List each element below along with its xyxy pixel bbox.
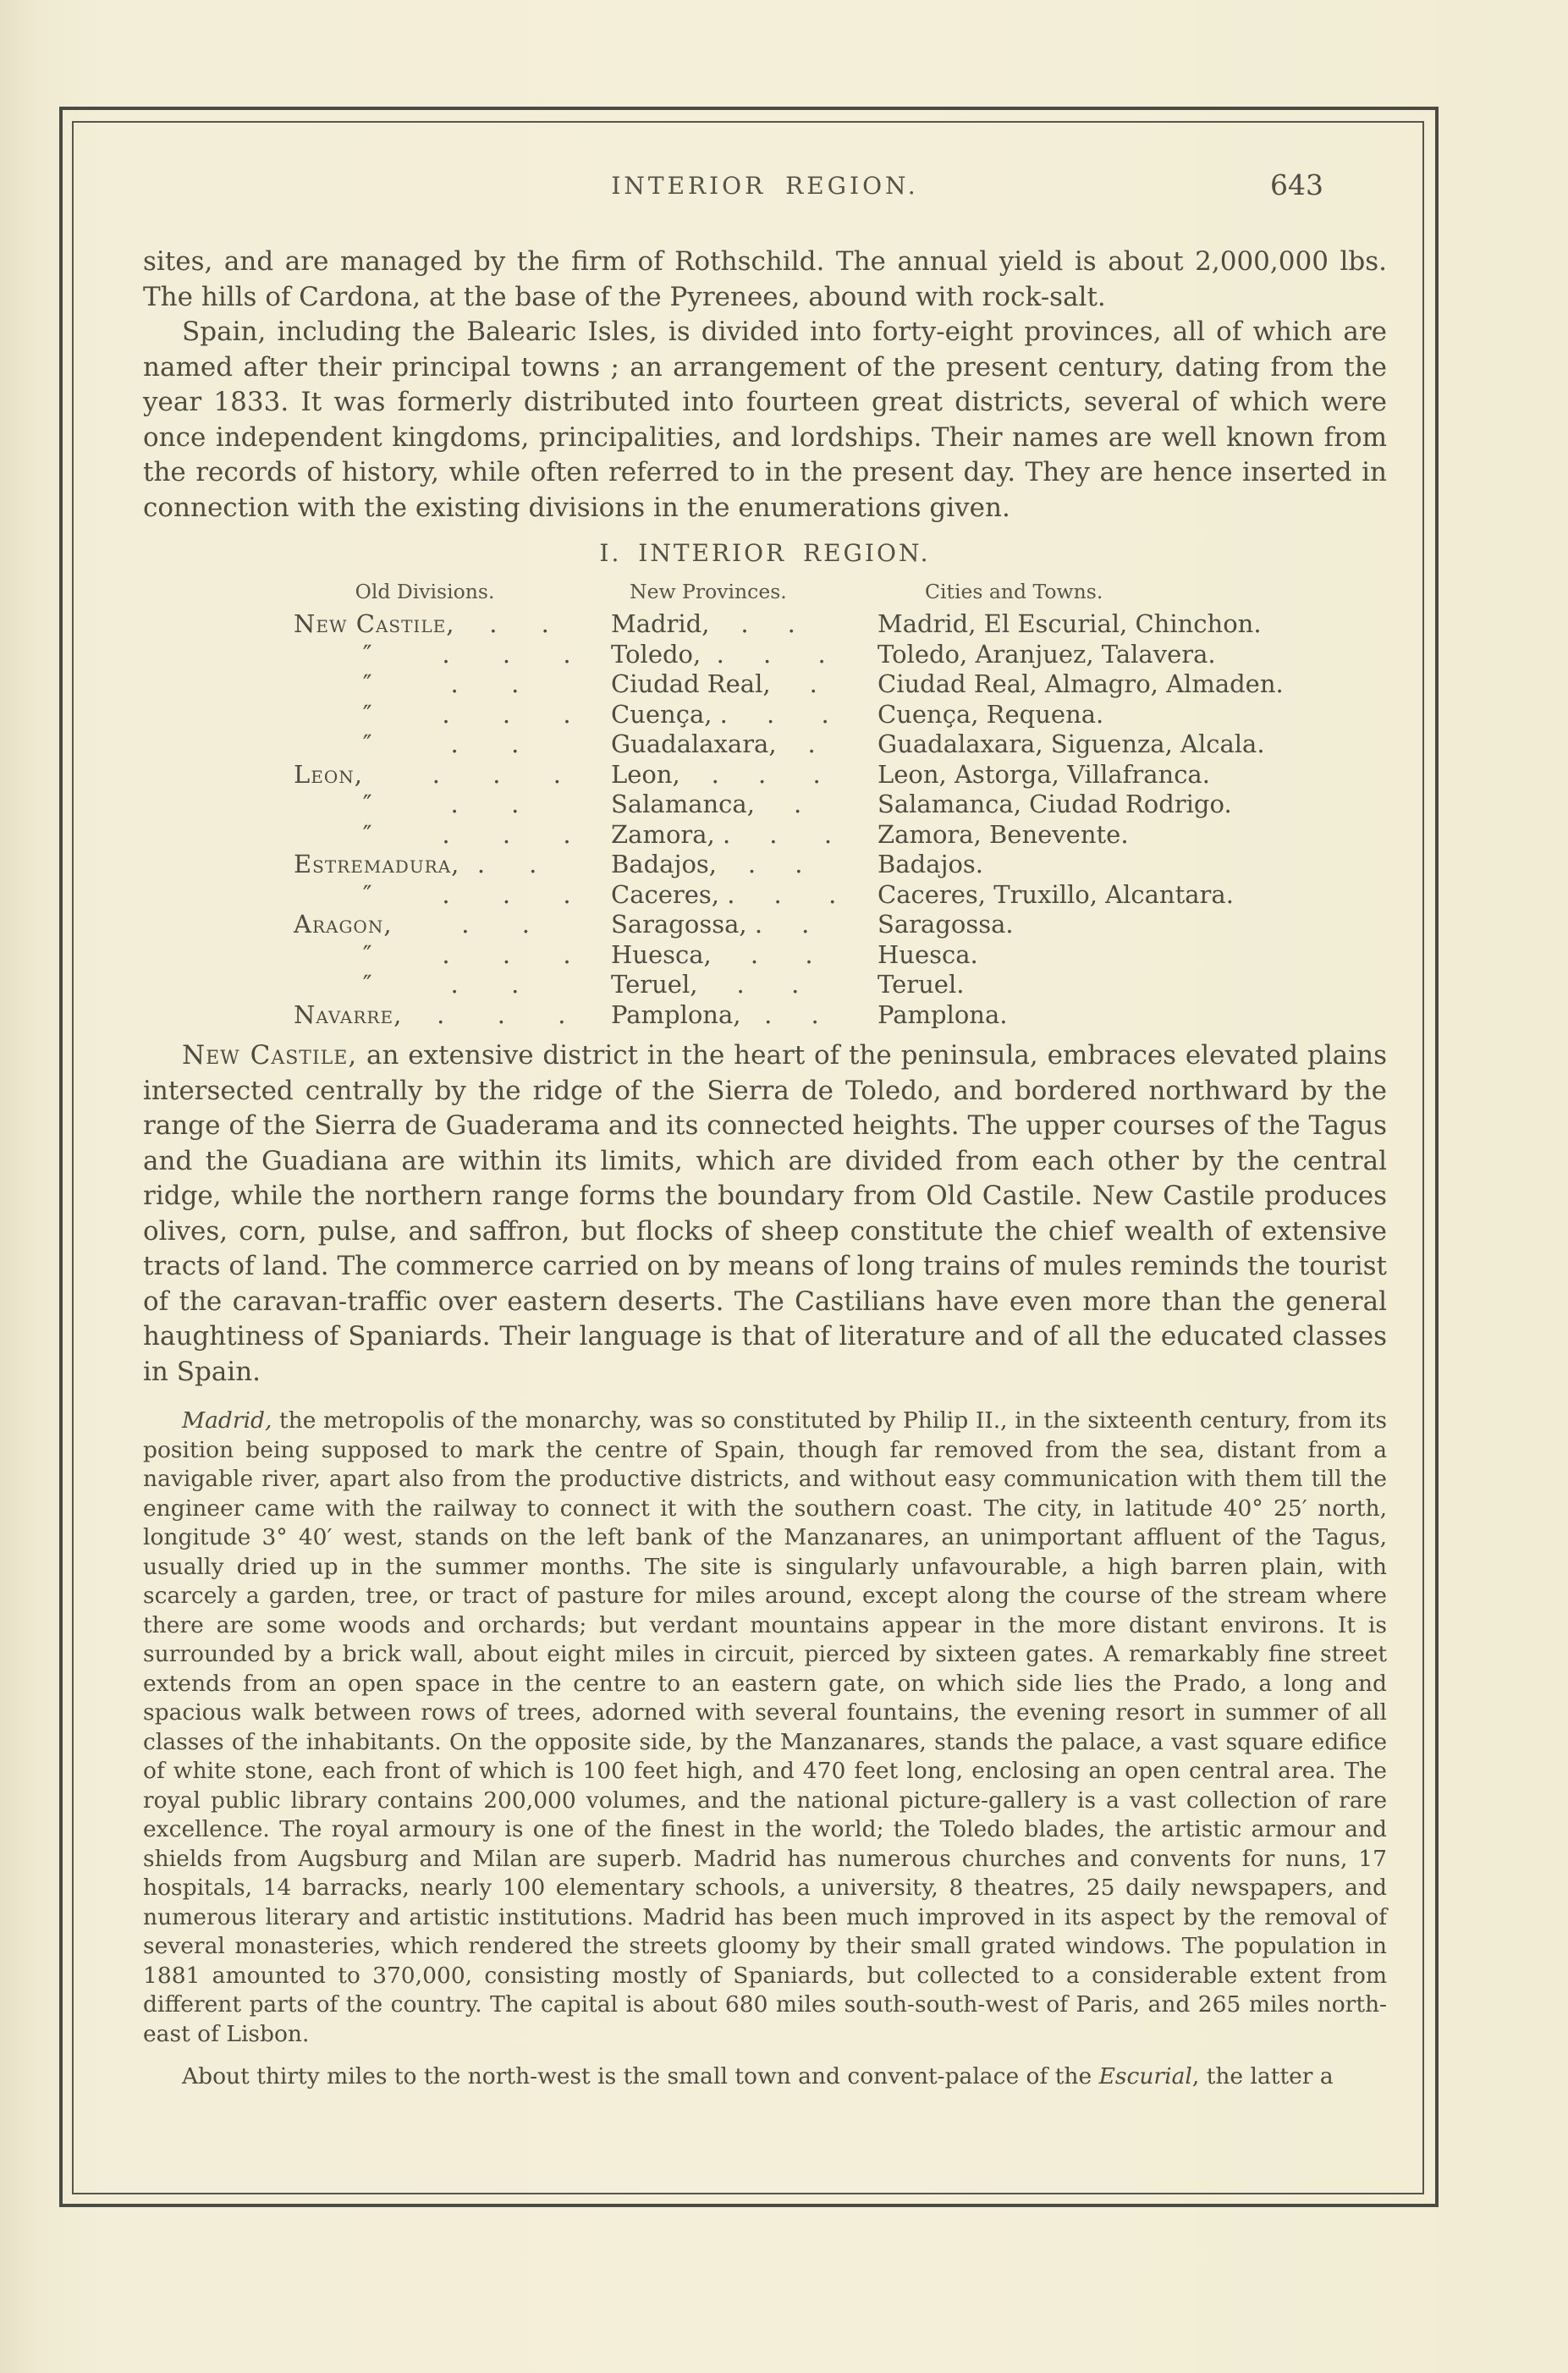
table-row <box>294 1000 1387 1031</box>
province-cell: Ciudad Real, . <box>611 669 817 698</box>
table-header-row <box>294 579 1387 604</box>
closing-italic: Escurial <box>1098 2063 1192 2089</box>
cities-cell: Badajos. <box>878 850 984 878</box>
paragraph-provinces: Spain, including the Balearic Isles, is divided into forty-eight provinces, all of which are named after their principal towns ; an arrangement of the present century, dating from the year 1833. It was formerly distributed into fourteen great districts, several of which were once independent kingdoms, principalities, and lordships. Their names are well known from the records of history, while often referred to in the present day. They are hence inserted in connection with the existing divisions in the enumerations given. <box>143 317 1387 523</box>
old-division-cell: ″ . . <box>294 790 520 818</box>
province-cell: Toledo, . . . <box>611 639 826 669</box>
table-row <box>294 609 1387 640</box>
running-head-title: INTERIOR REGION. <box>611 172 919 200</box>
table-row <box>294 760 1387 790</box>
province-cell: Saragossa, . . <box>611 910 810 939</box>
province-cell: Cuença, . . . <box>611 699 829 729</box>
cities-cell: Salamanca, Ciudad Rodrigo. <box>878 790 1232 818</box>
table-row <box>294 640 1387 670</box>
page-number: 643 <box>1270 168 1323 201</box>
running-head <box>143 168 1387 223</box>
table-row <box>294 910 1387 940</box>
cities-cell: Toledo, Aranjuez, Talavera. <box>878 639 1216 669</box>
closing-pre: About thirty miles to the north-west is the small town and convent-palace of the <box>182 2063 1099 2089</box>
table-row <box>294 970 1387 1000</box>
paragraph-new-castile <box>143 1038 1387 1390</box>
province-cell: Huesca, . . <box>611 939 813 969</box>
table-row <box>294 700 1387 730</box>
new-castile-body: an extensive district in the heart of the peninsula, embraces elevated plains intersected centrally by the ridge of the Sierra de Toledo, and bordered northward by the range of the Sierra de Guaderama and its connected heights. The upper courses of the Tagus and the Guadiana are within its limits, which are divided from each other by the central ridge, while the northern range forms the boundary from Old Castile. New Castile produces olives, corn, pulse, and saffron, but flocks of sheep constitute the chief wealth of extensive tracts of land. The commerce carried on by means of long trains of mules reminds the tourist of the caravan-traffic over eastern deserts. The Castilians have even more than the general haughtiness of Spaniards. Their language is that of literature and of all the educated classes in Spain. <box>143 1040 1387 1387</box>
province-cell: Salamanca, . <box>611 790 802 818</box>
column-header-old-divisions: Old Divisions. <box>355 580 495 603</box>
old-division-cell: ″ . . . <box>294 819 572 849</box>
old-division-cell: Leon, . . . <box>294 759 562 789</box>
old-division-cell: ″ . . . <box>294 879 572 909</box>
old-division-cell: ″ . . <box>294 730 520 758</box>
page-border-outer <box>59 107 1439 2207</box>
province-cell: Zamora, . . . <box>611 819 833 849</box>
province-cell: Leon, . . . <box>611 759 821 789</box>
column-header-cities-towns: Cities and Towns. <box>925 580 1103 603</box>
paragraph-rock-salt: sites, and are managed by the firm of Rothschild. The annual yield is about 2,000,000 lbs. The hills of Cardona, at the base of the Pyrenees, abound with rock-salt. <box>143 246 1387 312</box>
table-row <box>294 669 1387 700</box>
old-division-cell: ″ . . <box>294 970 520 999</box>
column-header-new-provinces: New Provinces. <box>630 580 787 603</box>
table-heading: I. INTERIOR REGION. <box>599 539 931 567</box>
new-castile-lead: New Castile, <box>182 1040 358 1071</box>
cities-cell: Zamora, Benevente. <box>878 819 1129 849</box>
province-cell: Teruel, . . <box>611 970 800 999</box>
paragraph-escurial <box>143 2062 1387 2092</box>
table-row <box>294 880 1387 911</box>
paragraph-madrid <box>143 1407 1387 2049</box>
old-division-cell: ″ . . . <box>294 939 572 969</box>
page-content <box>143 168 1387 2092</box>
cities-cell: Teruel. <box>878 970 965 999</box>
cities-cell: Madrid, El Escurial, Chinchon. <box>878 609 1262 638</box>
cities-cell: Leon, Astorga, Villafranca. <box>878 759 1210 789</box>
madrid-lead: Madrid, <box>182 1407 272 1434</box>
province-cell: Madrid, . . <box>611 609 795 638</box>
cities-cell: Caceres, Truxillo, Alcantara. <box>878 879 1234 909</box>
table-row <box>294 730 1387 760</box>
old-division-cell: ″ . . <box>294 669 520 698</box>
old-division-cell: Navarre, . . . <box>294 999 567 1029</box>
table-row <box>294 790 1387 820</box>
table-row <box>294 850 1387 880</box>
cities-cell: Saragossa. <box>878 910 1014 939</box>
old-division-cell: ″ . . . <box>294 639 572 669</box>
cities-cell: Guadalaxara, Siguenza, Alcala. <box>878 730 1265 758</box>
province-cell: Caceres, . . . <box>611 879 837 909</box>
province-cell: Badajos, . . <box>611 850 803 878</box>
cities-cell: Pamplona. <box>878 999 1008 1029</box>
madrid-body: the metropolis of the monarchy, was so constituted by Philip II., in the sixteenth century, from its position being supposed to mark the centre of Spain, though far removed from the sea, distant from a navigable river, apart also from the productive districts, and without easy communication with them till the engineer came with the railway to connect it with the southern coast. The city, in latitude 40° 25′ north, longitude 3° 40′ west, stands on the left bank of the Manzanares, an unimportant affluent of the Tagus, usually dried up in the summer months. The site is singularly unfavourable, a high barren plain, with scarcely a garden, tree, or tract of pasture for miles around, except along the course of the stream where there are some woods and orchards; but verdant mountains appear in the more distant environs. It is surrounded by a brick wall, about eight miles in circuit, pierced by sixteen gates. A remarkably fine street extends from an open space in the centre to an eastern gate, on which side lies the Prado, a long and spacious walk between rows of trees, adorned with several fountains, the evening resort in summer of all classes of the inhabitants. On the opposite side, by the Manzanares, stands the palace, a vast square edifice of white stone, each front of which is 100 feet high, and 470 feet long, enclosing an open central area. The royal public library contains 200,000 volumes, and the national picture-gallery is a vast collection of rare excellence. The royal armoury is one of the finest in the world; the Toledo blades, the artistic armour and shields from Augsburg and Milan are superb. Madrid has numerous churches and convents for nuns, 17 hospitals, 14 barracks, nearly 100 elementary schools, a university, 8 theatres, 25 daily newspapers, and numerous literary and artistic institutions. Madrid has been much improved in its aspect by the removal of several monasteries, which rendered the streets gloomy by their small grated windows. The population in 1881 amounted to 370,000, consisting mostly of Spaniards, but collected to a considerable extent from different parts of the country. The capital is about 680 miles south-south-west of Paris, and 265 miles north-east of Lisbon. <box>143 1407 1387 2047</box>
old-division-cell: New Castile, . . <box>294 609 550 638</box>
cities-cell: Ciudad Real, Almagro, Almaden. <box>878 669 1284 698</box>
cities-cell: Huesca. <box>878 939 978 969</box>
province-cell: Pamplona, . . <box>611 999 819 1029</box>
table-row <box>294 820 1387 851</box>
cities-cell: Cuença, Requena. <box>878 699 1104 729</box>
province-cell: Guadalaxara, . <box>611 730 816 758</box>
old-division-cell: ″ . . . <box>294 699 572 729</box>
provinces-table <box>143 539 1387 1030</box>
page-border-inner <box>72 121 1424 2194</box>
old-division-cell: Aragon, . . <box>294 910 531 939</box>
closing-post: , the latter a <box>1191 2063 1334 2089</box>
old-division-cell: Estremadura, . . <box>294 850 538 878</box>
table-row <box>294 940 1387 971</box>
